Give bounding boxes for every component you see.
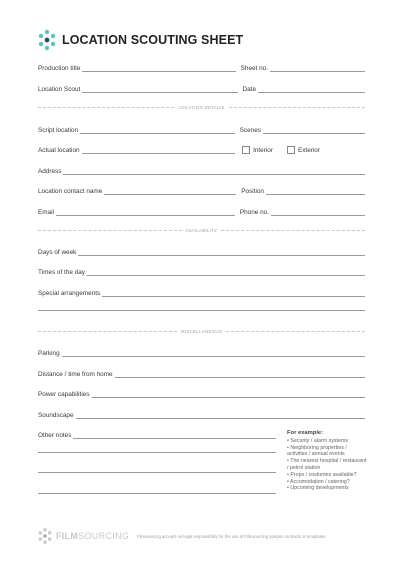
row-other-notes [38,429,276,439]
row-production-title [38,62,365,72]
phone-no-label: Phone no. [239,209,269,216]
distance-time-field[interactable] [115,373,365,378]
soundscape-label: Soundscape [38,412,74,419]
example-notes [287,430,367,492]
other-notes-label: Other notes [38,432,72,439]
footer-disclaimer: Filmsourcing accepts no legal responsibility for the use of Filmsourcing sample contracts or templates. [137,533,327,539]
section-divider-availability [38,228,365,233]
page-title: LOCATION SCOUTING SHEET [62,33,244,47]
times-of-day-label: Times of the day [38,269,86,276]
location-contact-name-field[interactable] [104,190,236,195]
header [38,28,243,52]
address-field[interactable] [63,170,365,175]
list-item: • Props / costumes available? [287,471,357,478]
times-of-day-field[interactable] [87,271,365,276]
row-distance-time [38,368,365,378]
scenes-label: Scenes [239,127,261,134]
special-arrangements-field[interactable] [102,292,365,297]
date-label: Date [242,86,256,93]
other-notes-line[interactable] [38,452,276,453]
interior-label: Interior [253,147,273,154]
row-address [38,165,365,175]
email-field[interactable] [56,211,235,216]
list-item: • Security / alarm systems [287,437,349,444]
row-email [38,206,365,216]
list-item: • The nearest hospital / restaurant / petrol station [287,458,367,471]
location-contact-name-label: Location contact name [38,188,103,195]
row-script-location [38,124,365,134]
brand-bold: FILM [56,531,79,541]
section-divider-miscellaneous [38,329,365,334]
other-notes-field[interactable] [73,434,276,439]
row-times-of-day [38,266,365,276]
other-notes-line[interactable] [38,493,276,494]
row-parking [38,347,365,357]
interior-checkbox[interactable] [242,146,250,154]
row-days-of-week [38,246,365,256]
address-label: Address [38,168,62,175]
section-title: AVAILABILITY [185,228,218,233]
parking-label: Parking [38,350,60,357]
production-title-field[interactable] [82,67,235,72]
date-field[interactable] [258,88,365,93]
distance-time-label: Distance / time from home [38,371,113,378]
power-capabilities-field[interactable] [92,393,365,398]
exterior-checkbox[interactable] [287,146,295,154]
location-scout-field[interactable] [82,88,237,93]
row-actual-location [38,144,365,154]
scenes-field[interactable] [263,129,365,134]
brand-light: SOURCING [78,531,130,541]
list-item: • Accomodation / catering? [287,478,350,485]
power-capabilities-label: Power capabilities [38,391,90,398]
section-title: MISCELLANEOUS [180,329,223,334]
list-item: • Upcoming developments [287,485,349,492]
row-location-contact [38,185,365,195]
location-scout-label: Location Scout [38,86,81,93]
other-notes-line[interactable] [38,472,276,473]
actual-location-field[interactable] [82,149,236,154]
section-divider-location-details [38,105,365,110]
phone-no-field[interactable] [271,211,365,216]
position-label: Position [241,188,264,195]
days-of-week-label: Days of week [38,249,77,256]
example-title: For example: [287,430,324,436]
actual-location-label: Actual location [38,147,80,154]
filmsourcing-footer-logo-icon [38,527,52,545]
row-power-capabilities [38,388,365,398]
list-item: • Neighboring properties / activities / annual events [287,444,347,458]
days-of-week-field[interactable] [78,251,365,256]
soundscape-field[interactable] [76,414,365,419]
production-title-label: Production title [38,65,81,72]
row-soundscape [38,409,365,419]
position-field[interactable] [266,190,365,195]
email-label: Email [38,209,54,216]
row-special-arrangements [38,287,365,297]
special-arrangements-label: Special arrangements [38,290,101,297]
sheet-no-field[interactable] [270,67,365,72]
exterior-label: Exterior [297,147,320,154]
section-title: LOCATION DETAILS [178,105,225,110]
script-location-label: Script location [38,127,79,134]
row-location-scout [38,83,365,93]
filmsourcing-logo-icon [38,29,56,51]
sheet-no-label: Sheet no. [240,65,268,72]
footer [38,527,368,545]
brand-name [56,531,129,541]
special-arrangements-extra-line[interactable] [38,310,365,311]
parking-field[interactable] [62,352,365,357]
script-location-field[interactable] [80,129,235,134]
